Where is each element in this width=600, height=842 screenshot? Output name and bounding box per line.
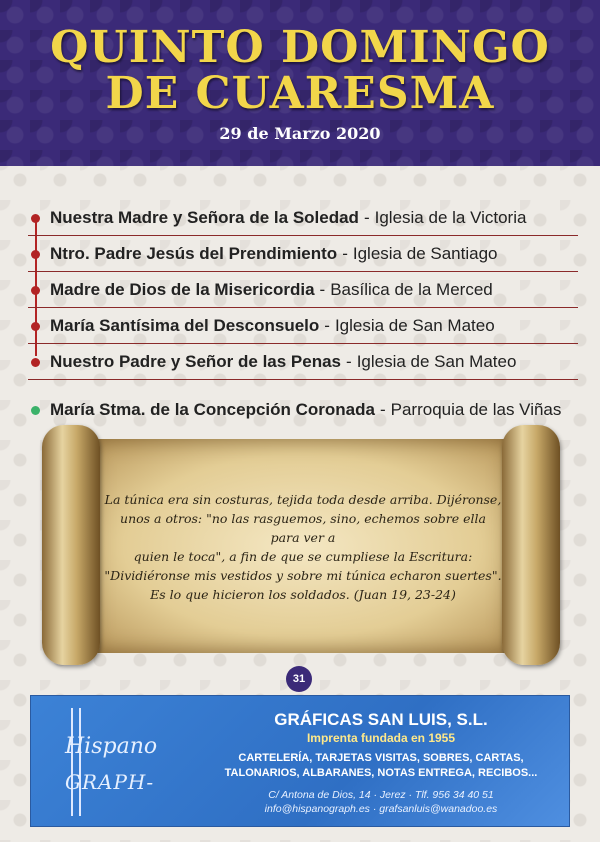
quote-line: quien le toca", a fin de que se cumpliese la Escritura:: [133, 549, 473, 564]
page-title-line-1: QUINTO DOMINGO: [50, 22, 550, 73]
church-name: Parroquia de las Viñas: [390, 400, 562, 419]
church-name: Iglesia de Santiago: [352, 243, 498, 263]
gospel-quote: [104, 490, 502, 604]
quote-line: Es lo que hicieron los soldados. (Juan 19, 23-24): [150, 587, 456, 602]
brotherhood-name: Nuestro Padre y Señor de las Penas: [50, 351, 342, 371]
parchment-scroll: [36, 425, 566, 665]
page-number-badge: 31: [286, 666, 312, 692]
list-item-other: [28, 392, 578, 428]
list-item: [28, 344, 578, 380]
company-founded: Imprenta fundada en 1955: [306, 731, 456, 745]
scroll-roll-left: [42, 425, 100, 665]
church-name: Iglesia de San Mateo: [334, 315, 495, 335]
red-bullet-icon: [31, 214, 40, 223]
logo-word-hispano: Hispano: [65, 734, 158, 759]
list-item: [28, 308, 578, 344]
company-contact: [211, 788, 551, 816]
church-name: Basílica de la Merced: [330, 279, 493, 299]
procession-list: [28, 200, 578, 428]
church-name: Iglesia de San Mateo: [356, 351, 517, 371]
page-title-line-2: DE CUARESMA: [105, 68, 495, 119]
logo-pencil-icon: [71, 708, 81, 816]
church-name: Iglesia de la Victoria: [374, 207, 527, 227]
red-bullet-icon: [31, 322, 40, 331]
services-list: [211, 751, 551, 781]
separator: -: [324, 315, 330, 335]
scroll-roll-right: [502, 425, 560, 665]
list-item: [28, 200, 578, 236]
red-bullet-icon: [31, 286, 40, 295]
brotherhood-name: Nuestra Madre y Señora de la Soledad: [50, 207, 359, 227]
green-bullet-icon: [31, 406, 40, 415]
separator: -: [319, 279, 326, 299]
advertisement-banner: [30, 695, 570, 827]
quote-line: unos a otros: "no las rasguemos, sino, echemos sobre ella para ver a: [120, 511, 486, 545]
address-line: C/ Antona de Dios, 14 · Jerez · Tlf. 956 34 40 51: [268, 789, 494, 801]
brotherhood-name: María Santísima del Desconsuelo: [50, 315, 320, 335]
brotherhood-name: María Stma. de la Concepción Coronada: [50, 400, 375, 419]
separator: -: [379, 400, 386, 419]
separator: -: [346, 351, 352, 371]
list-item: [28, 236, 578, 272]
brotherhood-name: Ntro. Padre Jesús del Prendimiento: [50, 243, 338, 263]
company-name: GRÁFICAS SAN LUIS, S.L.: [274, 710, 488, 729]
red-bullet-icon: [31, 358, 40, 367]
red-bullet-icon: [31, 250, 40, 259]
services-line: TALONARIOS, ALBARANES, NOTAS ENTREGA, RECIBOS...: [224, 767, 538, 779]
list-item: [28, 272, 578, 308]
quote-line: "Dividiéronse mis vestidos y sobre mi túnica echaron suertes".: [104, 568, 502, 583]
logo-word-graph: GRAPH-: [65, 770, 155, 794]
brotherhood-name: Madre de Dios de la Misericordia: [50, 279, 315, 299]
quote-line: La túnica era sin costuras, tejida toda desde arriba. Dijéronse,: [104, 492, 502, 507]
email-line: info@hispanograph.es · grafsanluis@wanadoo.es: [264, 803, 498, 815]
services-line: CARTELERÍA, TARJETAS VISITAS, SOBRES, CARTAS,: [238, 752, 524, 764]
separator: -: [342, 243, 348, 263]
event-date: 29 de Marzo 2020: [219, 124, 381, 143]
hispanograph-logo: [45, 704, 165, 820]
separator: -: [363, 207, 370, 227]
header-banner: [0, 0, 600, 166]
